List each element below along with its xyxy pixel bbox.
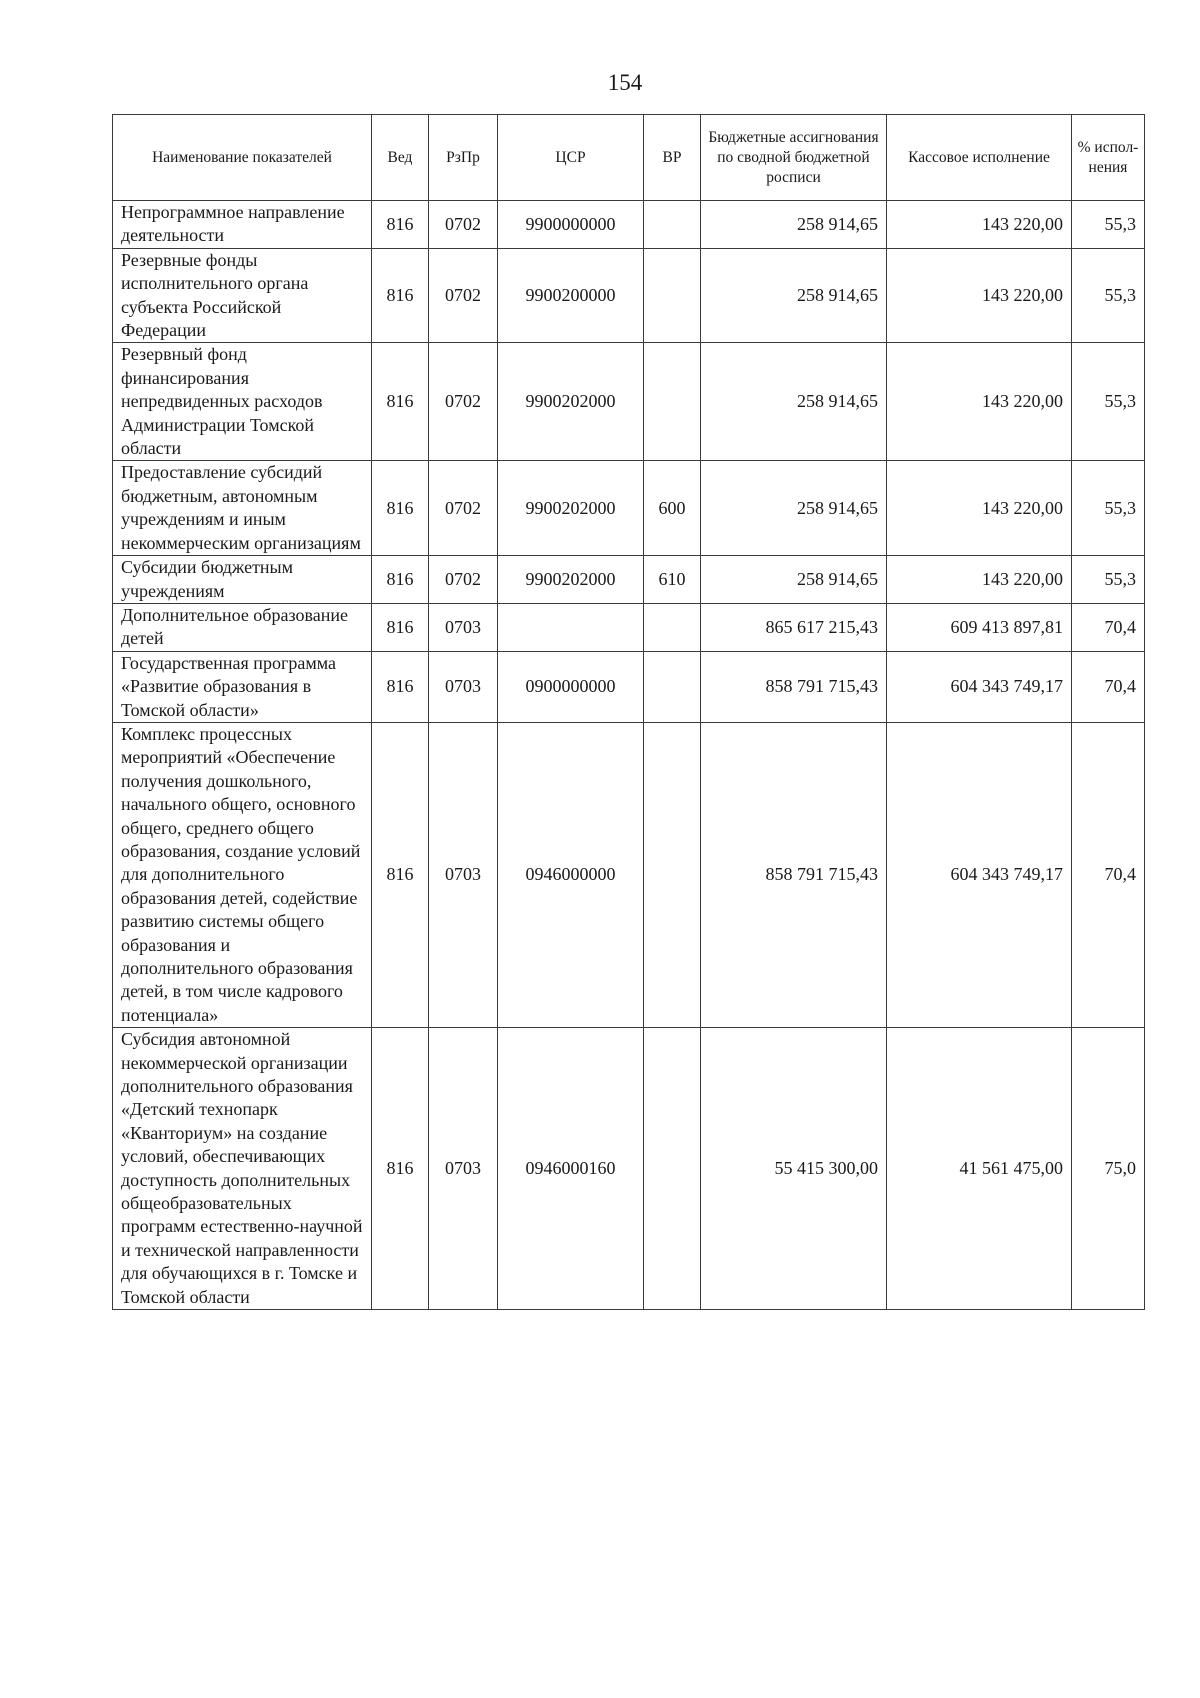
- row-percent: 55,3: [1072, 461, 1145, 556]
- row-ved: 816: [372, 603, 429, 651]
- row-assignments: 258 914,65: [701, 343, 887, 461]
- row-ved: 816: [372, 343, 429, 461]
- row-csr: 9900202000: [498, 343, 644, 461]
- budget-table: [112, 114, 1145, 1310]
- row-cash-execution: 143 220,00: [887, 343, 1072, 461]
- row-ved: 816: [372, 722, 429, 1027]
- table-row: [113, 651, 1145, 722]
- row-cash-execution: 143 220,00: [887, 461, 1072, 556]
- row-vr: [644, 722, 701, 1027]
- row-rzpr: 0702: [429, 343, 498, 461]
- row-name: Предоставление субсидий бюджетным, автономным учреждениям и иным некоммерческим организациям: [113, 461, 372, 556]
- row-percent: 55,3: [1072, 248, 1145, 343]
- row-percent: 70,4: [1072, 722, 1145, 1027]
- row-vr: [644, 201, 701, 249]
- row-cash-execution: 41 561 475,00: [887, 1028, 1072, 1310]
- row-assignments: 858 791 715,43: [701, 651, 887, 722]
- row-rzpr: 0703: [429, 651, 498, 722]
- row-vr: [644, 603, 701, 651]
- row-vr: [644, 248, 701, 343]
- row-csr: 9900000000: [498, 201, 644, 249]
- row-cash-execution: 609 413 897,81: [887, 603, 1072, 651]
- row-name: Субсидии бюджетным учреждениям: [113, 556, 372, 604]
- row-cash-execution: 143 220,00: [887, 248, 1072, 343]
- row-name: Резервный фонд финансирования непредвиденных расходов Администрации Томской области: [113, 343, 372, 461]
- row-csr: 9900200000: [498, 248, 644, 343]
- row-percent: 70,4: [1072, 603, 1145, 651]
- row-vr: [644, 651, 701, 722]
- row-ved: 816: [372, 651, 429, 722]
- header-ved: Вед: [372, 115, 429, 201]
- row-csr: 0946000160: [498, 1028, 644, 1310]
- row-name: Государственная программа «Развитие образования в Томской области»: [113, 651, 372, 722]
- row-vr: 600: [644, 461, 701, 556]
- header-csr: ЦСР: [498, 115, 644, 201]
- table-row: [113, 1028, 1145, 1310]
- header-rzpr: РзПр: [429, 115, 498, 201]
- row-ved: 816: [372, 461, 429, 556]
- row-percent: 55,3: [1072, 343, 1145, 461]
- row-cash-execution: 604 343 749,17: [887, 651, 1072, 722]
- row-ved: 816: [372, 1028, 429, 1310]
- header-cash-execution: Кассовое исполнение: [887, 115, 1072, 201]
- table-row: [113, 556, 1145, 604]
- row-rzpr: 0703: [429, 722, 498, 1027]
- row-cash-execution: 143 220,00: [887, 556, 1072, 604]
- row-name: Дополнительное образование детей: [113, 603, 372, 651]
- row-percent: 55,3: [1072, 201, 1145, 249]
- page-number: 154: [607, 70, 643, 95]
- table-row: [113, 461, 1145, 556]
- row-rzpr: 0702: [429, 201, 498, 249]
- row-vr: [644, 343, 701, 461]
- row-assignments: 258 914,65: [701, 556, 887, 604]
- row-assignments: 258 914,65: [701, 248, 887, 343]
- row-assignments: 258 914,65: [701, 461, 887, 556]
- row-csr: 9900202000: [498, 556, 644, 604]
- header-assignments: Бюджетные ассигнования по сводной бюджетной росписи: [701, 115, 887, 201]
- row-name: Субсидия автономной некоммерческой организации дополнительного образования «Детский технопарк «Кванториум» на создание условий, обеспечивающих доступность дополнительных общеобразовательных программ естественно-научной и технической направленности для обучающихся в г. Томске и Томской области: [113, 1028, 372, 1310]
- row-vr: 610: [644, 556, 701, 604]
- row-assignments: 258 914,65: [701, 201, 887, 249]
- row-cash-execution: 604 343 749,17: [887, 722, 1072, 1027]
- row-csr: [498, 603, 644, 651]
- row-name: Непрограммное направление деятельности: [113, 201, 372, 249]
- table-row: [113, 248, 1145, 343]
- row-cash-execution: 143 220,00: [887, 201, 1072, 249]
- header-vr: ВР: [644, 115, 701, 201]
- row-percent: 75,0: [1072, 1028, 1145, 1310]
- table-row: [113, 603, 1145, 651]
- row-rzpr: 0702: [429, 461, 498, 556]
- row-ved: 816: [372, 248, 429, 343]
- row-ved: 816: [372, 556, 429, 604]
- table-row: [113, 201, 1145, 249]
- row-csr: 9900202000: [498, 461, 644, 556]
- header-row: [113, 115, 1145, 201]
- row-assignments: 865 617 215,43: [701, 603, 887, 651]
- row-csr: 0946000000: [498, 722, 644, 1027]
- row-rzpr: 0702: [429, 248, 498, 343]
- table-row: [113, 722, 1145, 1027]
- row-vr: [644, 1028, 701, 1310]
- header-percent: % испол-нения: [1072, 115, 1145, 201]
- row-percent: 55,3: [1072, 556, 1145, 604]
- row-percent: 70,4: [1072, 651, 1145, 722]
- row-assignments: 55 415 300,00: [701, 1028, 887, 1310]
- row-name: Комплекс процессных мероприятий «Обеспечение получения дошкольного, начального общего, основного общего, среднего общего образования, создание условий для дополнительного образования детей, содействие развитию системы общего образования и дополнительного образования детей, в том числе кадрового потенциала»: [113, 722, 372, 1027]
- row-assignments: 858 791 715,43: [701, 722, 887, 1027]
- row-rzpr: 0703: [429, 603, 498, 651]
- header-name: Наименование показателей: [113, 115, 372, 201]
- row-rzpr: 0702: [429, 556, 498, 604]
- row-name: Резервные фонды исполнительного органа субъекта Российской Федерации: [113, 248, 372, 343]
- row-rzpr: 0703: [429, 1028, 498, 1310]
- row-ved: 816: [372, 201, 429, 249]
- row-csr: 0900000000: [498, 651, 644, 722]
- table-row: [113, 343, 1145, 461]
